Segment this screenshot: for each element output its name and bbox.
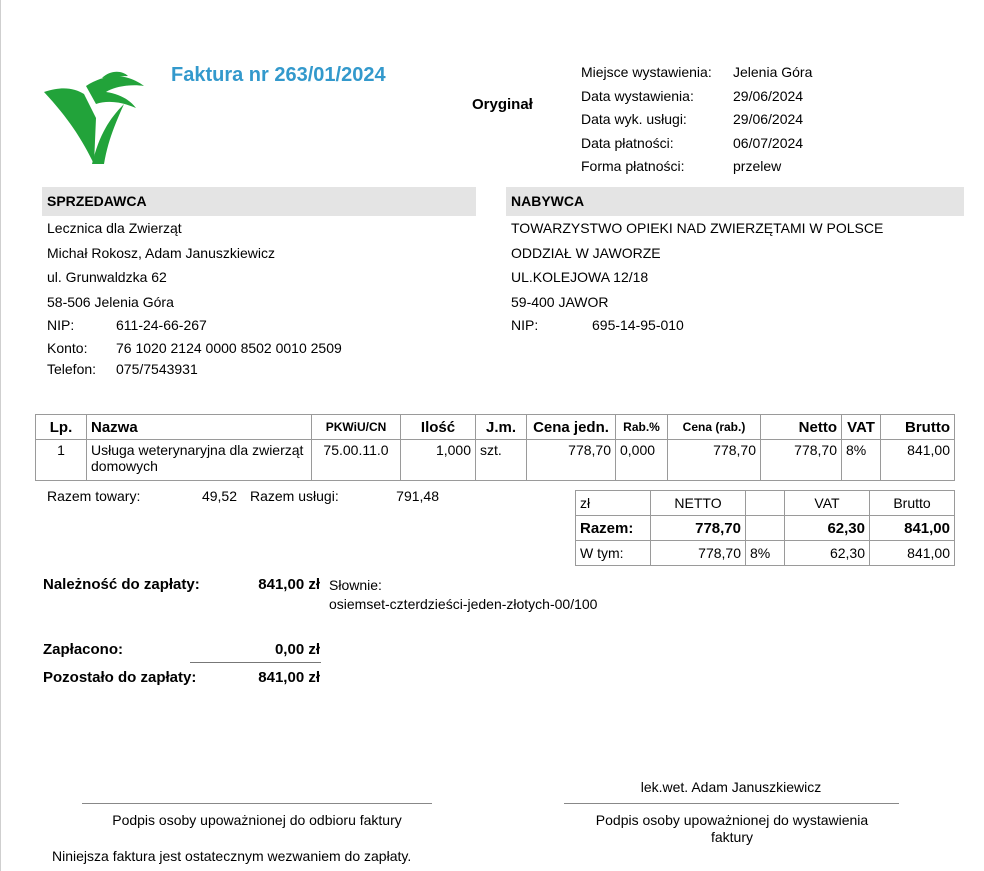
summary-total-rate: [746, 516, 785, 541]
amount-in-words-label: Słownie:: [329, 577, 382, 593]
meta-label: Data wyk. usługi:: [581, 111, 687, 127]
items-header-row: [36, 415, 955, 440]
meta-row: [581, 135, 812, 159]
cell-brutto: 841,00: [881, 440, 955, 481]
seller-phone: [47, 359, 342, 380]
services-total: [250, 488, 439, 504]
meta-row: [581, 111, 812, 135]
summary-header: [746, 491, 785, 516]
amount-in-words: [329, 576, 597, 614]
seller-line: Michał Rokosz, Adam Januszkiewicz: [47, 244, 275, 261]
goods-total-value: 49,52: [201, 488, 237, 504]
remaining-label: Pozostało do zapłaty:: [43, 669, 197, 686]
summary-breakdown-vat: 62,30: [785, 541, 870, 566]
paid-underline: [190, 662, 321, 663]
seller-line: Lecznica dla Zwierząt: [47, 220, 182, 236]
cell-lp: 1: [36, 440, 87, 481]
col-header: Lp.: [36, 415, 87, 440]
cell-unit-price: 778,70: [527, 440, 616, 481]
buyer-header: NABYWCA: [506, 187, 964, 216]
summary-breakdown-rate: 8%: [746, 541, 785, 566]
page-edge: [0, 0, 1, 871]
cell-netto: 778,70: [761, 440, 842, 481]
paid-value: 0,00 zł: [274, 641, 320, 658]
summary-table: [575, 490, 955, 566]
seller-block: [47, 216, 342, 380]
table-row: [36, 440, 955, 481]
meta-label: Data płatności:: [581, 134, 674, 151]
invoice-title: Faktura nr 263/01/2024: [171, 64, 386, 86]
col-header: PKWiU/CN: [312, 415, 401, 440]
cell-unit: szt.: [476, 440, 527, 481]
seller-account-value: 76 1020 2124 0000 8502 0010 2509: [116, 340, 342, 356]
copy-label: Oryginał: [472, 96, 533, 113]
issuer-signature-caption: Podpis osoby upoważnionej do wystawienia faktury: [595, 812, 869, 845]
col-header: Ilość: [401, 415, 476, 440]
receiver-signature-line: [82, 803, 432, 804]
goods-total-label: Razem towary:: [47, 488, 141, 504]
issuer-name: lek.wet. Adam Januszkiewicz: [640, 779, 822, 795]
buyer-nip: [511, 314, 883, 337]
summary-header-row: [576, 491, 955, 516]
buyer-line: ODDZIAŁ W JAWORZE: [511, 244, 661, 261]
services-total-value: 791,48: [396, 488, 439, 504]
cell-pkwiu: 75.00.11.0: [312, 440, 401, 481]
buyer-nip-value: 695-14-95-010: [592, 317, 684, 333]
buyer-nip-label: NIP:: [511, 317, 539, 333]
seller-header: SPRZEDAWCA: [42, 187, 476, 216]
seller-line: ul. Grunwaldzka 62: [47, 269, 167, 285]
summary-header: NETTO: [651, 491, 746, 516]
summary-header: VAT: [785, 491, 870, 516]
cell-vat: 8%: [842, 440, 881, 481]
col-header: Nazwa: [87, 415, 312, 440]
meta-row: [581, 88, 812, 112]
meta-value: 29/06/2024: [733, 111, 804, 127]
cell-qty: 1,000: [401, 440, 476, 481]
meta-label: Forma płatności:: [581, 158, 685, 174]
buyer-line: TOWARZYSTWO OPIEKI NAD ZWIERZĘTAMI W POLSCE: [511, 220, 884, 236]
summary-total-label: Razem:: [576, 516, 651, 541]
meta-label: Miejsce wystawienia:: [581, 64, 712, 80]
summary-breakdown-row: [576, 541, 955, 566]
seller-nip-label: NIP:: [47, 317, 75, 333]
buyer-line: 59-400 JAWOR: [511, 293, 609, 310]
summary-total-brutto: 841,00: [870, 516, 955, 541]
summary-breakdown-label: W tym:: [576, 541, 651, 566]
seller-nip: [47, 314, 342, 337]
footer-note: Niniejsza faktura jest ostatecznym wezwaniem do zapłaty.: [52, 848, 412, 864]
col-header: Cena jedn.: [527, 415, 616, 440]
meta-label: Data wystawienia:: [581, 87, 694, 104]
cell-discount: 0,000: [616, 440, 668, 481]
cell-name: Usługa weterynaryjna dla zwierząt domowych: [87, 440, 312, 481]
goods-total: [47, 488, 237, 504]
meta-row: [581, 158, 812, 182]
amount-due-value: 841,00 zł: [258, 576, 320, 593]
seller-phone-label: Telefon:: [47, 361, 97, 377]
summary-total-netto: 778,70: [651, 516, 746, 541]
meta-value: przelew: [733, 158, 782, 174]
amount-due-label: Należność do zapłaty:: [43, 576, 200, 593]
seller-line: 58-506 Jelenia Góra: [47, 293, 174, 310]
summary-breakdown-brutto: 841,00: [870, 541, 955, 566]
clinic-logo-icon: [44, 70, 146, 164]
col-header: Brutto: [881, 415, 955, 440]
buyer-line: UL.KOLEJOWA 12/18: [511, 269, 649, 285]
buyer-block: [511, 216, 883, 337]
items-table: [35, 414, 955, 481]
invoice-meta: [581, 64, 812, 182]
meta-value: Jelenia Góra: [733, 64, 813, 80]
meta-value: 06/07/2024: [733, 134, 804, 151]
seller-account: [47, 337, 342, 359]
seller-account-label: Konto:: [47, 340, 88, 356]
summary-header: zł: [576, 491, 651, 516]
paid-label: Zapłacono:: [43, 641, 124, 658]
seller-nip-value: 611-24-66-267: [116, 317, 207, 333]
meta-value: 29/06/2024: [733, 87, 804, 104]
col-header: Netto: [761, 415, 842, 440]
summary-header: Brutto: [870, 491, 955, 516]
receiver-signature-caption: Podpis osoby upoważnionej do odbioru faktury: [112, 812, 402, 828]
col-header: VAT: [842, 415, 881, 440]
cell-discounted-price: 778,70: [668, 440, 761, 481]
meta-row: [581, 64, 812, 88]
summary-total-vat: 62,30: [785, 516, 870, 541]
col-header: Rab.%: [616, 415, 668, 440]
issuer-signature-line: [564, 803, 899, 804]
remaining-value: 841,00 zł: [258, 669, 320, 686]
col-header: Cena (rab.): [668, 415, 761, 440]
summary-total-row: [576, 516, 955, 541]
services-total-label: Razem usługi:: [250, 488, 339, 504]
col-header: J.m.: [476, 415, 527, 440]
summary-breakdown-netto: 778,70: [651, 541, 746, 566]
seller-phone-value: 075/7543931: [116, 361, 198, 377]
amount-in-words-value: osiemset-czterdzieści-jeden-złotych-00/100: [329, 596, 598, 612]
